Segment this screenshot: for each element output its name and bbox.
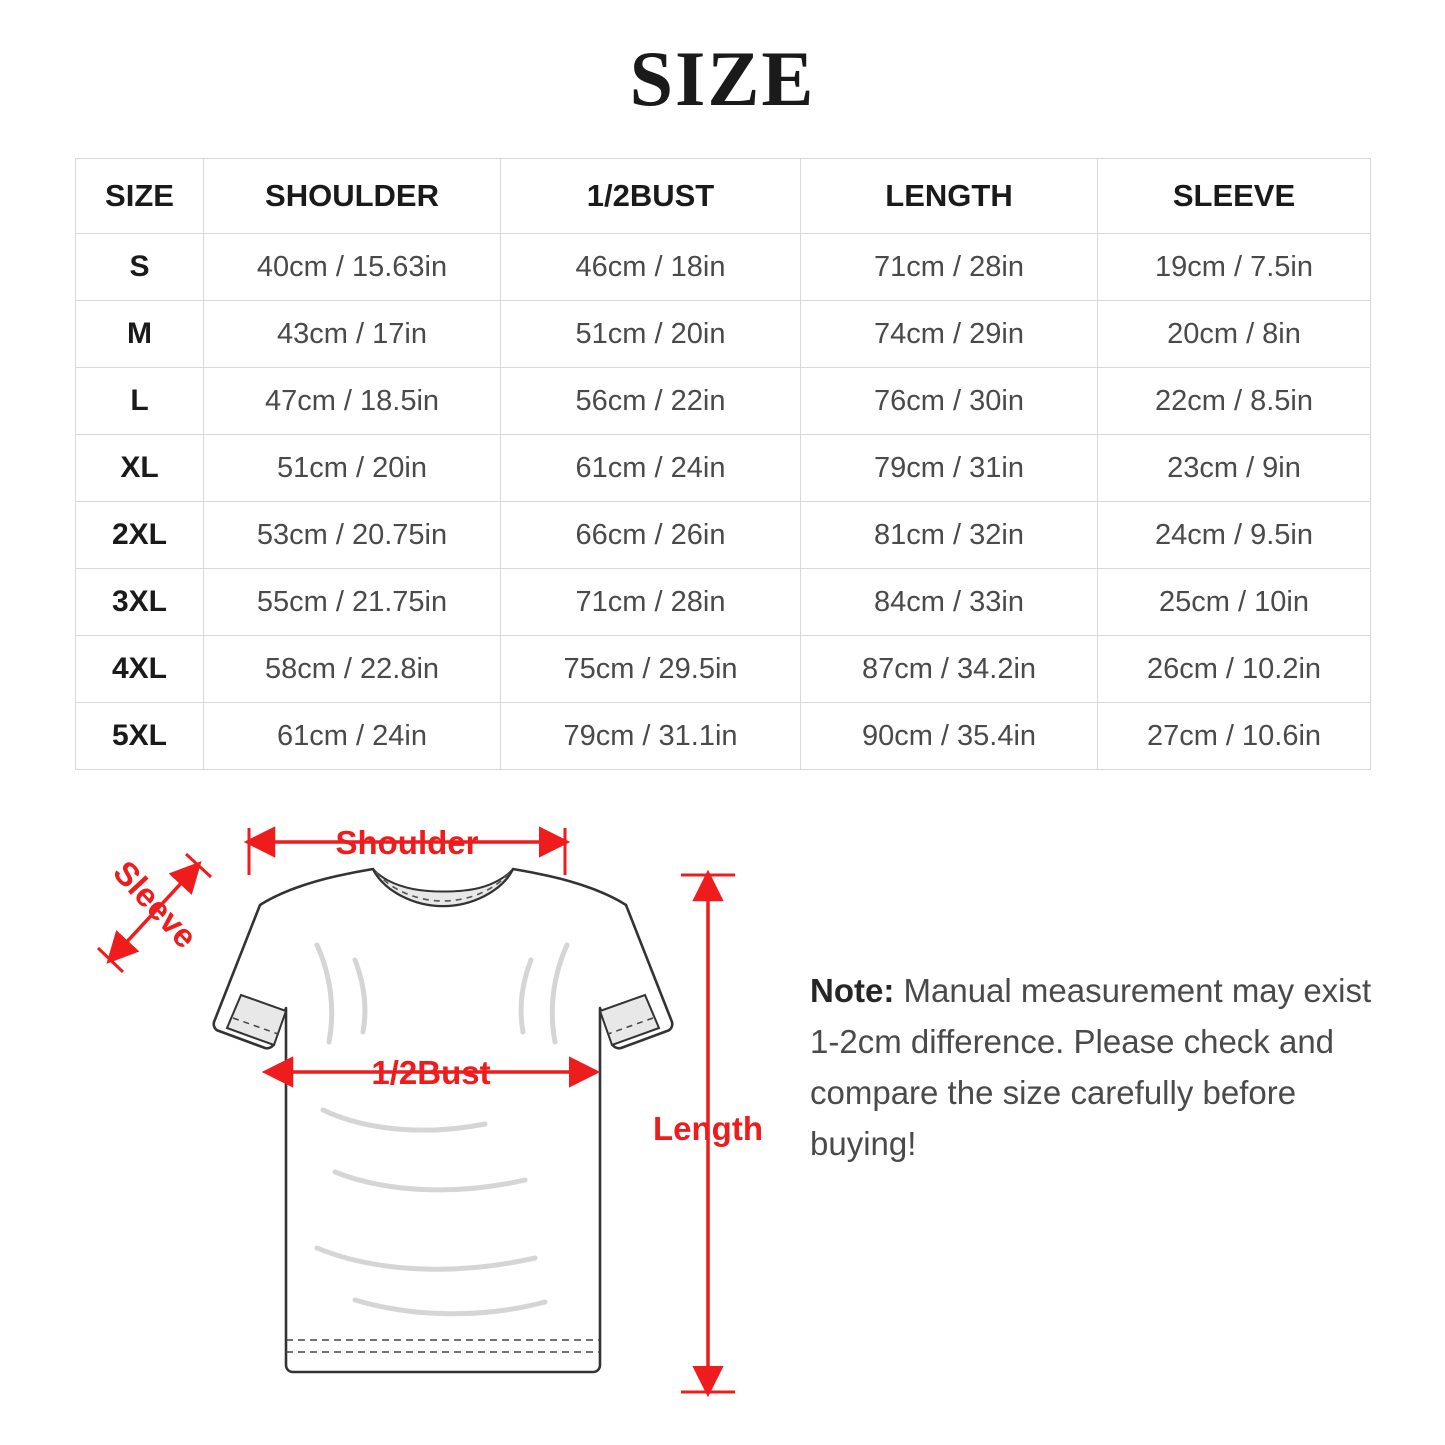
cell-bust: 66cm / 26in [501, 502, 801, 569]
cell-size: L [76, 368, 204, 435]
cell-sleeve: 22cm / 8.5in [1098, 368, 1371, 435]
column-header-bust: 1/2BUST [501, 159, 801, 234]
cell-shoulder: 58cm / 22.8in [204, 636, 501, 703]
shoulder-label: Shoulder [335, 824, 479, 861]
cell-bust: 61cm / 24in [501, 435, 801, 502]
cell-bust: 71cm / 28in [501, 569, 801, 636]
column-header-size: SIZE [76, 159, 204, 234]
cell-length: 79cm / 31in [801, 435, 1098, 502]
table-row [76, 636, 1371, 703]
cell-sleeve: 23cm / 9in [1098, 435, 1371, 502]
table-row [76, 703, 1371, 770]
cell-sleeve: 26cm / 10.2in [1098, 636, 1371, 703]
table-header-row [76, 159, 1371, 234]
cell-size: S [76, 234, 204, 301]
table-row [76, 435, 1371, 502]
column-header-length: LENGTH [801, 159, 1098, 234]
bust-label: 1/2Bust [371, 1054, 491, 1091]
cell-sleeve: 20cm / 8in [1098, 301, 1371, 368]
tshirt-measurement-diagram [55, 780, 785, 1420]
cell-bust: 79cm / 31.1in [501, 703, 801, 770]
table-row [76, 301, 1371, 368]
length-label: Length [653, 1110, 763, 1147]
cell-bust: 51cm / 20in [501, 301, 801, 368]
cell-length: 71cm / 28in [801, 234, 1098, 301]
page-title: SIZE [629, 35, 816, 122]
cell-shoulder: 53cm / 20.75in [204, 502, 501, 569]
note-text: Manual measurement may exist 1-2cm difference. Please check and compare the size carefully before buying! [810, 972, 1372, 1163]
cell-shoulder: 61cm / 24in [204, 703, 501, 770]
cell-bust: 46cm / 18in [501, 234, 801, 301]
cell-sleeve: 19cm / 7.5in [1098, 234, 1371, 301]
tshirt-illustration [214, 869, 673, 1372]
table-row [76, 234, 1371, 301]
cell-shoulder: 55cm / 21.75in [204, 569, 501, 636]
column-header-sleeve: SLEEVE [1098, 159, 1371, 234]
note-prefix: Note: [810, 972, 895, 1009]
cell-size: 5XL [76, 703, 204, 770]
cell-sleeve: 27cm / 10.6in [1098, 703, 1371, 770]
cell-length: 81cm / 32in [801, 502, 1098, 569]
cell-size: 4XL [76, 636, 204, 703]
cell-length: 90cm / 35.4in [801, 703, 1098, 770]
table-row [76, 502, 1371, 569]
cell-length: 87cm / 34.2in [801, 636, 1098, 703]
cell-shoulder: 43cm / 17in [204, 301, 501, 368]
sleeve-label: Sleeve [106, 853, 205, 956]
measurement-note [810, 965, 1390, 1170]
cell-length: 74cm / 29in [801, 301, 1098, 368]
table-row [76, 569, 1371, 636]
cell-size: 3XL [76, 569, 204, 636]
cell-shoulder: 40cm / 15.63in [204, 234, 501, 301]
cell-length: 84cm / 33in [801, 569, 1098, 636]
column-header-shoulder: SHOULDER [204, 159, 501, 234]
cell-size: XL [76, 435, 204, 502]
cell-shoulder: 51cm / 20in [204, 435, 501, 502]
cell-sleeve: 25cm / 10in [1098, 569, 1371, 636]
cell-length: 76cm / 30in [801, 368, 1098, 435]
cell-shoulder: 47cm / 18.5in [204, 368, 501, 435]
cell-size: 2XL [76, 502, 204, 569]
cell-sleeve: 24cm / 9.5in [1098, 502, 1371, 569]
cell-bust: 56cm / 22in [501, 368, 801, 435]
size-chart-table [75, 158, 1371, 770]
table-row [76, 368, 1371, 435]
cell-size: M [76, 301, 204, 368]
cell-bust: 75cm / 29.5in [501, 636, 801, 703]
